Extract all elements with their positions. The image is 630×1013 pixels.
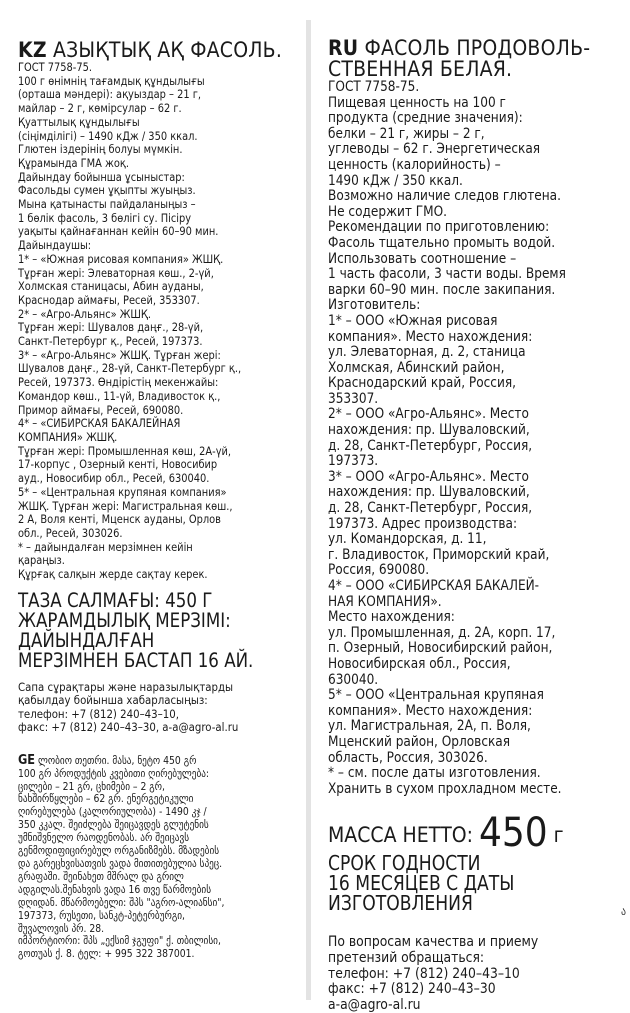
text-line: область, Россия, 303026. xyxy=(328,749,488,766)
text-line: Холмская, Абинский район, xyxy=(328,359,505,376)
text-line: ИЗГОТОВЛЕНИЯ xyxy=(328,891,473,916)
text-line: компания». Место нахождения: xyxy=(328,328,533,345)
text-line: Холмская станицасы, Абин ауданы, xyxy=(18,279,204,294)
kz-lines xyxy=(18,75,296,582)
text-line: г. Владивосток, Приморский край, xyxy=(328,546,550,563)
text-line: п. Озерный, Новосибирский район, xyxy=(328,640,553,657)
text-line: 100 გრ პროდუქტის კვებითი ღირებულება: xyxy=(18,767,210,780)
text-line: 197373, რუსეთი, სანკტ-პეტერბურგი, xyxy=(18,909,185,922)
text-line: Мына қатынасты пайдаланыңыз – xyxy=(18,197,196,212)
text-line: обл., Ресей, 303026. xyxy=(18,525,123,540)
text-line: უმნიშვნელო რაოდენობას. არ შეიცავს xyxy=(18,832,190,845)
text-line: қабылдау бойынша хабарласыңыз: xyxy=(18,693,208,708)
text-line: углеводы – 62 г. Энергетическая xyxy=(328,141,541,158)
text-line: ул. Командорская, д. 11, xyxy=(328,531,487,548)
text-line: Изготовитель: xyxy=(328,297,421,314)
text-line: (орташа мәндері): ақуыздар – 21 г, xyxy=(18,87,202,102)
ge-title: ლობიო თეთრი. მასა, ნეტო 450 გრ xyxy=(38,754,197,767)
text-line: 197373. Адрес производства: xyxy=(328,515,518,532)
text-line: Санкт-Петербург қ., Ресей, 197373. xyxy=(18,334,203,349)
text-line: Россия, 690080. xyxy=(328,562,430,579)
text-line: Пищевая ценность на 100 г xyxy=(328,94,506,111)
ge-first-line xyxy=(18,752,294,768)
ru-mass-value: 450 xyxy=(479,810,548,857)
text-line: ЖАРАМДЫЛЫҚ МЕРЗІМІ: xyxy=(18,608,231,632)
ru-mass-line xyxy=(328,810,624,857)
column-divider xyxy=(306,20,311,1000)
text-line: 3* – ООО «Агро-Альянс». Место xyxy=(328,468,529,485)
ge-lines xyxy=(18,768,294,962)
text-line: იმპორტიორი: შპს „ექსიმ ჯგუფი" ქ. თბილისი, xyxy=(18,935,221,948)
text-line: майлар – 2 г, көмірсулар – 62 г. xyxy=(18,101,182,116)
text-line: НАЯ КОМПАНИЯ». xyxy=(328,593,442,610)
ru-net-weight xyxy=(328,810,624,857)
text-line: Использовать соотношение – xyxy=(328,250,517,267)
text-line: 2 А, Воля кенті, Мценск ауданы, Орлов xyxy=(18,512,221,527)
text-line: გენმოდიფიცირებულ ორგანიზმებს. მზადების xyxy=(18,845,220,858)
text-line: д. 28, Санкт-Петербург, Россия, xyxy=(328,437,533,454)
text-line: белки – 21 г, жиры – 2 г, xyxy=(328,125,485,142)
kz-net-weight-shelf-life xyxy=(18,588,303,672)
kz-language-code: KZ xyxy=(18,38,47,62)
edge-glyph: ა xyxy=(620,905,626,918)
text-line: Ресей, 197373. Өндірістің мекенжайы: xyxy=(18,375,219,390)
text-line: Краснодар аймағы, Ресей, 353307. xyxy=(18,292,200,307)
text-line: телефон: +7 (812) 240–43–10, xyxy=(18,706,179,721)
text-line: Құрғақ салқын жерде сақтау керек. xyxy=(18,567,208,582)
text-line: 2* – ООО «Агро-Альянс». Место xyxy=(328,406,529,423)
text-line: нахождения: пр. Шуваловский, xyxy=(328,422,530,439)
text-line: Фасоль тщательно промыть водой. xyxy=(328,234,556,251)
text-line: 4* – ООО «СИБИРСКАЯ БАКАЛЕЙ- xyxy=(328,578,540,594)
text-line: продукта (средние значения): xyxy=(328,110,523,127)
text-line: Қуаттылық құндылығы xyxy=(18,114,140,129)
text-line: телефон: +7 (812) 240–43–10 xyxy=(328,965,520,982)
text-line: Новосибирская обл., Россия, xyxy=(328,655,511,672)
text-line: Фасольды сумен ұқыпты жуыңыз. xyxy=(18,183,196,198)
text-line: 17-корпус , Озерный кенті, Новосибир xyxy=(18,457,218,472)
kz-body xyxy=(18,61,296,582)
text-line: დღიდან. მწარმოებელი: შპს "აგრო-ალიანსი", xyxy=(18,896,225,909)
text-line: ღირებულება (კალორიულობა) - 1490 კჯ / xyxy=(18,806,207,819)
text-line: Сапа сұрақтары және наразылықтарды xyxy=(18,679,234,694)
text-line: Мценский район, Орловская xyxy=(328,733,511,750)
text-line: ДАЙЫНДАЛҒАН xyxy=(18,628,155,652)
kz-ge-column xyxy=(0,0,300,1000)
ru-body xyxy=(328,80,623,797)
ru-title-line-2: СТВЕННАЯ БЕЛАЯ. xyxy=(328,57,513,81)
text-line: შუვალოვის პრ. 28. xyxy=(18,922,105,935)
text-line: Не содержит ГМО. xyxy=(328,203,448,220)
text-line: ул. Магистральная, 2А, п. Воля, xyxy=(328,718,531,735)
ru-quality-contacts xyxy=(328,935,623,1013)
text-line: Примор аймағы, Ресей, 690080. xyxy=(18,402,184,417)
text-line: ауд., Новосибир обл., Ресей, 630040. xyxy=(18,471,210,486)
text-line: 5* – ООО «Центральная крупяная xyxy=(328,687,544,704)
ru-column xyxy=(316,0,630,1013)
ru-language-code: RU xyxy=(328,36,359,60)
text-line: претензий обращаться: xyxy=(328,949,485,966)
text-line: ЖШҚ. Тұрған жері: Магистральная көш., xyxy=(18,498,233,513)
text-line: факс: +7 (812) 240–43–30, a-a@agro-al.ru xyxy=(18,720,239,735)
text-line: ცილები – 21 გრ, ცხიმები – 2 გრ, xyxy=(18,780,165,793)
text-line: уақыты қайнағаннан кейін 60–90 мин. xyxy=(18,224,219,239)
text-line: გრაფაში. შეინახეთ მშრალ და გრილ xyxy=(18,870,184,883)
text-line: 1 бөлік фасоль, 3 бөлігі су. Пісіру xyxy=(18,210,192,225)
text-line: Дайындаушы: xyxy=(18,238,92,253)
text-line: варки 60–90 мин. после закипания. xyxy=(328,281,556,298)
text-line: 5* – «Центральная крупяная компания» xyxy=(18,484,227,499)
text-line: 2* – «Агро-Альянс» ЖШҚ. xyxy=(18,306,152,321)
text-line: нахождения: пр. Шуваловский, xyxy=(328,484,530,501)
kz-heading xyxy=(18,40,296,61)
text-line: 1 часть фасоли, 3 части воды. Время xyxy=(328,266,566,283)
text-line: ул. Промышленная, д. 2А, корп. 17, xyxy=(328,624,556,641)
ru-mass-label: МАССА НЕТТО: xyxy=(328,823,473,848)
text-line: ТАЗА САЛМАҒЫ: 450 Г xyxy=(18,588,213,612)
ge-language-code: GE xyxy=(18,752,36,768)
text-line: Краснодарский край, Россия, xyxy=(328,375,516,392)
text-line: და გარეცხვისათვის ვადა მითითებულია სპეც. xyxy=(18,857,223,870)
text-line: Тұрған жері: Промышленная көш, 2А-үй, xyxy=(18,443,232,458)
text-line: СРОК ГОДНОСТИ xyxy=(328,851,481,876)
text-line: ценность (калорийность) – xyxy=(328,156,501,173)
ru-title-line-1: ФАСОЛЬ ПРОДОВОЛЬ- xyxy=(364,36,591,60)
ru-heading xyxy=(328,38,624,80)
text-line: МЕРЗІМНЕН БАСТАП 16 АЙ. xyxy=(18,648,254,672)
text-line: 1* – ООО «Южная рисовая xyxy=(328,312,498,329)
ru-gost: ГОСТ 7758-75. xyxy=(328,79,420,95)
text-line: Глютен іздерінің болуы мүмкін. xyxy=(18,142,183,157)
text-line: Дайындау бойынша ұсыныстар: xyxy=(18,169,185,184)
text-line: компания». Место нахождения: xyxy=(328,702,533,719)
text-line: Хранить в сухом прохладном месте. xyxy=(328,780,562,797)
text-line: 350 კკალ. შეიძლება შეიცავდეს გლუტენის xyxy=(18,819,209,832)
text-line: 630040. xyxy=(328,671,379,688)
text-line: Тұрған жері: Элеваторная көш., 2-үй, xyxy=(18,265,214,280)
text-line: (сіңімділігі) – 1490 кДж / 350 ккал. xyxy=(18,128,198,143)
text-line: факс: +7 (812) 240–43–30 xyxy=(328,981,496,998)
text-line: 197373. xyxy=(328,453,379,470)
text-line: გოთუას ქ. 8. ტელ: + 995 322 387001. xyxy=(18,948,195,961)
ru-shelf-life xyxy=(328,851,626,916)
ru-lines xyxy=(328,96,623,798)
text-line: ნახშირწყლები – 62 გრ. ენერგეტიკული xyxy=(18,793,194,806)
text-line: қараңыз. xyxy=(18,553,65,568)
text-line: 100 г өнімнің тағамдық құндылығы xyxy=(18,73,205,88)
text-line: 353307. xyxy=(328,390,379,407)
text-line: 16 МЕСЯЦЕВ С ДАТЫ xyxy=(328,871,515,896)
text-line: Место нахождения: xyxy=(328,609,455,626)
text-line: Шувалов даңғ., 28-үй, Санкт-Петербург қ., xyxy=(18,361,242,376)
text-line: 4* – «СИБИРСКАЯ БАКАЛЕЙНАЯ xyxy=(18,416,181,431)
text-line: a-a@agro-al.ru xyxy=(328,996,421,1013)
text-line: Возможно наличие следов глютена. xyxy=(328,188,561,205)
text-line: * – см. после даты изготовления. xyxy=(328,765,541,782)
ge-section xyxy=(18,752,294,962)
text-line: д. 28, Санкт-Петербург, Россия, xyxy=(328,500,533,517)
text-line: 1490 кДж / 350 ккал. xyxy=(328,172,463,189)
kz-title: АЗЫҚТЫҚ АҚ ФАСОЛЬ. xyxy=(52,38,283,62)
text-line: Командор көш., 11-үй, Владивосток қ., xyxy=(18,388,221,403)
text-line: По вопросам качества и приему xyxy=(328,934,539,951)
text-line: 1* – «Южная рисовая компания» ЖШҚ. xyxy=(18,251,224,266)
text-line: 3* – «Агро-Альянс» ЖШҚ. Тұрған жері: xyxy=(18,347,221,362)
text-line: Тұрған жері: Шувалов даңғ., 28-үй, xyxy=(18,320,204,335)
ru-mass-unit: г xyxy=(553,823,564,848)
text-line: Рекомендации по приготовлению: xyxy=(328,219,550,236)
text-line: Құрамында ГМА жоқ. xyxy=(18,155,129,170)
text-line: КОМПАНИЯ» ЖШҚ. xyxy=(18,429,118,444)
kz-gost: ГОСТ 7758-75. xyxy=(18,60,92,74)
kz-quality-contacts xyxy=(18,681,296,735)
text-line: * – дайындалған мерзімнен кейін xyxy=(18,539,193,554)
text-line: ул. Элеваторная, д. 2, станица xyxy=(328,344,526,361)
text-line: ადგილას.შენახვის ვადა 16 თვე წარმოების xyxy=(18,883,212,896)
